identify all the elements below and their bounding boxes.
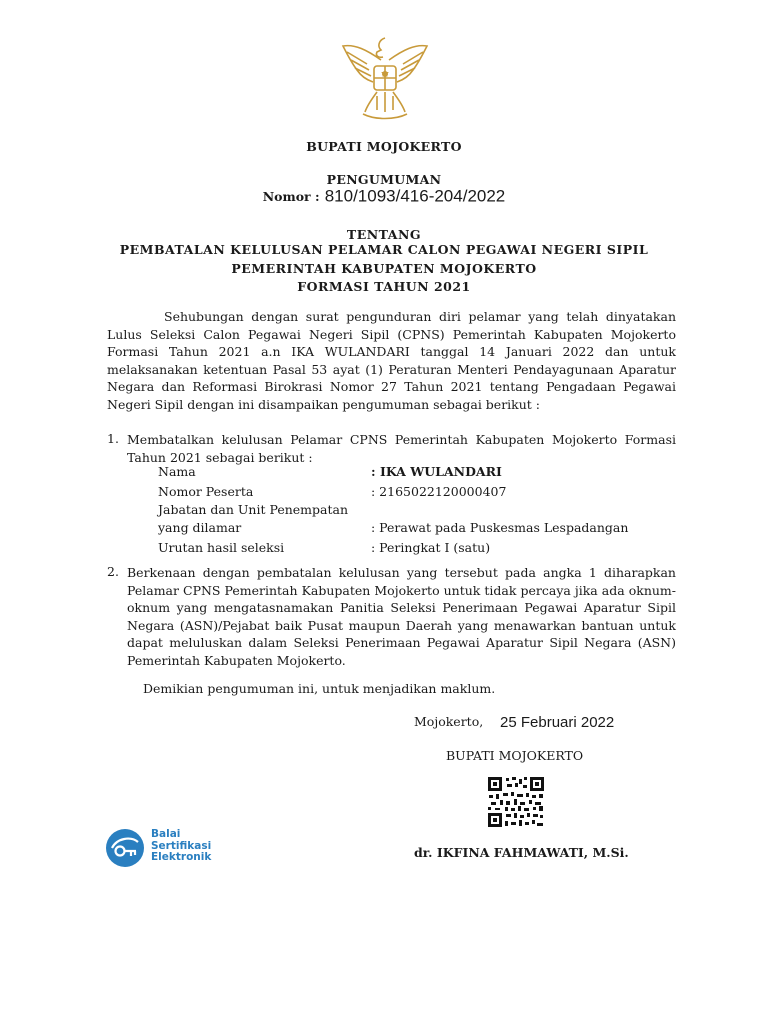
garuda-emblem-icon [337,30,433,126]
item-number-2: 2. [107,564,119,579]
detail-value-nomor-peserta: : 2165022120000407 [371,484,507,499]
intro-paragraph: Sehubungan dengan surat pengunduran diri pelamar yang telah dinyatakan Lulus Seleksi Calon Pegawai Negeri Sipil (CPNS) Pemerintah Kabupaten Mojokerto Formasi Tahun 2021 a.n IKA WULANDARI tanggal 14 Januari 2022 dan untuk melaksanakan ketentuan Pasal 53 ayat (1) Peraturan Menteri Pendayagunaan Aparatur Negara dan Reformasi Birokrasi Nomor 27 Tahun 2021 tentang Pengadaan Pegawai Negeri Sipil dengan ini disampaikan pengumuman sebagai berikut : [107,309,676,412]
document-type: PENGUMUMAN [326,172,442,187]
nomor-row [0,186,768,207]
closing-statement: Demikian pengumuman ini, untuk menjadikan maklum. [143,681,496,696]
item-text-2: Berkenaan dengan pembatalan kelulusan yang tersebut pada angka 1 diharapkan Pelamar CPNS Pemerintah Kabupaten Mojokerto untuk tidak percaya jika ada oknum-oknum yang mengatasnamakan Panitia Seleksi Penerimaan Pegawai Aparatur Sipil Negara (ASN)/Pejabat baik Pusat maupun Daerah yang menawarkan bantuan untuk dapat meluluskan dalam Seleksi Penerimaan Pegawai Aparatur Sipil Negara (ASN) Pemerintah Kabupaten Mojokerto. [127,565,676,668]
bsre-line-1: Balai [151,828,181,840]
detail-value-jabatan: : Perawat pada Puskesmas Lespadangan [371,520,629,535]
signature-place: Mojokerto, [414,714,484,729]
detail-label-nama: Nama [158,464,196,479]
subject-line-2: PEMERINTAH KABUPATEN MOJOKERTO [231,261,537,276]
detail-value-urutan: : Peringkat I (satu) [371,540,491,555]
signature-title: BUPATI MOJOKERTO [446,748,584,763]
item-number-1: 1. [107,431,119,446]
subject-line-3: FORMASI TAHUN 2021 [297,279,471,294]
signature-date: 25 Februari 2022 [500,714,615,731]
tentang-heading: TENTANG [346,227,422,242]
bsre-line-3: Elektronik [151,851,212,863]
detail-value-nama: : IKA WULANDARI [371,464,502,479]
detail-label-urutan: Urutan hasil seleksi [158,540,285,555]
bsre-line-2: Sertifikasi [151,839,212,852]
nomor-label: Nomor : [262,189,320,204]
bsre-logo-text [151,829,211,864]
detail-label-jabatan-1: Jabatan dan Unit Penempatan [158,502,349,517]
signatory-name: dr. IKFINA FAHMAWATI, M.Si. [414,845,629,860]
item-text-1: Membatalkan kelulusan Pelamar CPNS Pemerintah Kabupaten Mojokerto Formasi Tahun 2021 sebagai berikut : [127,432,676,465]
detail-label-jabatan-2: yang dilamar [158,520,242,535]
detail-label-nomor-peserta: Nomor Peserta [158,484,254,499]
nomor-value: 810/1093/416-204/2022 [324,186,506,206]
issuer-heading: BUPATI MOJOKERTO [306,139,462,154]
subject-line-1: PEMBATALAN KELULUSAN PELAMAR CALON PEGAWAI NEGERI SIPIL [119,242,649,257]
qr-code-icon [486,775,546,829]
